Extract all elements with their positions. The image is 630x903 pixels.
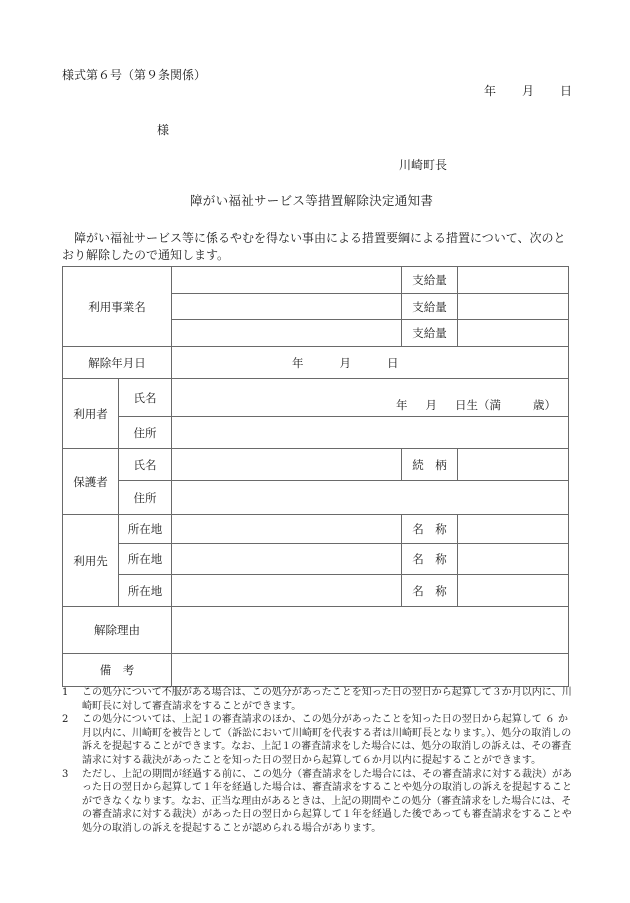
- facility-name-label: 名 称: [402, 515, 458, 544]
- user-name-label: 氏名: [119, 379, 172, 417]
- remarks-field[interactable]: [172, 654, 569, 687]
- location-label: 所在地: [119, 544, 172, 575]
- birth-day-age-open: 日生（満: [455, 398, 501, 412]
- addressee-suffix: 様: [157, 123, 170, 137]
- relation-label: 続 柄: [402, 449, 458, 481]
- release-date-label: 解除年月日: [63, 347, 172, 379]
- location-label: 所在地: [119, 575, 172, 607]
- note-number: 1: [62, 687, 69, 698]
- user-address-field[interactable]: [172, 417, 569, 449]
- remarks-label: 備 考: [63, 654, 172, 687]
- note-number: 2: [62, 714, 69, 726]
- note-item: [62, 686, 574, 713]
- destination-row-2: [63, 544, 569, 575]
- facility-name-field-3[interactable]: [458, 575, 569, 607]
- facility-name-label: 名 称: [402, 544, 458, 575]
- location-label: 所在地: [119, 515, 172, 544]
- notes-section: [62, 686, 574, 836]
- document-title: 障がい福祉サービス等措置解除決定通知書: [190, 193, 434, 208]
- release-day: 日: [387, 355, 399, 370]
- guardian-address-label: 住所: [119, 481, 172, 515]
- guardian-name-field[interactable]: [172, 449, 402, 481]
- user-address-row: [63, 417, 569, 449]
- facility-name-field-2[interactable]: [458, 544, 569, 575]
- date-day: 日: [560, 84, 573, 98]
- issue-date: [484, 82, 572, 99]
- destination-row-3: [63, 575, 569, 607]
- supply-label: 支給量: [402, 267, 458, 294]
- reason-field[interactable]: [172, 607, 569, 654]
- user-label: 利用者: [63, 379, 119, 449]
- supply-field-1[interactable]: [458, 267, 569, 294]
- release-date-field[interactable]: [172, 347, 569, 379]
- release-date-row: [63, 347, 569, 379]
- birth-month: 月: [425, 398, 437, 412]
- guardian-address-row: [63, 481, 569, 515]
- form-number: 様式第６号（第９条関係）: [62, 68, 207, 82]
- guardian-name-label: 氏名: [119, 449, 172, 481]
- service-row-1: [63, 267, 569, 294]
- supply-field-2[interactable]: [458, 294, 569, 320]
- intro-text: 障がい福祉サービス等に係るやむを得ない事由による措置要綱による措置について、次のとおり解除したので通知します。: [62, 231, 566, 262]
- facility-name-field-1[interactable]: [458, 515, 569, 544]
- service-name-field-3[interactable]: [172, 320, 402, 347]
- relation-field[interactable]: [458, 449, 569, 481]
- user-name-field[interactable]: [172, 379, 569, 417]
- release-year: 年: [292, 355, 304, 370]
- note-item: [62, 713, 574, 767]
- date-year: 年: [484, 84, 497, 98]
- issuer-name: 川崎町長: [399, 158, 448, 172]
- facility-name-label: 名 称: [402, 575, 458, 607]
- service-name-field-1[interactable]: [172, 267, 402, 294]
- location-field-2[interactable]: [172, 544, 402, 575]
- date-month: 月: [522, 84, 535, 98]
- supply-label: 支給量: [402, 320, 458, 347]
- guardian-name-row: [63, 449, 569, 481]
- destination-label: 利用先: [63, 515, 119, 607]
- location-field-1[interactable]: [172, 515, 402, 544]
- user-name-row: [63, 379, 569, 417]
- release-month: 月: [339, 355, 351, 370]
- guardian-label: 保護者: [63, 449, 119, 515]
- remarks-row: [63, 654, 569, 687]
- note-text: この処分については、上記１の審査請求のほか、この処分があったことを知った日の翌日から起算して ６ か月以内に、川崎町を被告として（訴訟において川崎町を代表する者は川崎町長となります。）、処分の取消しの訴えを提起することができます。なお、上記１の審査請求をした場合には、処分の取消しの訴えは、その審査請求に対する裁決があったことを知った日の翌日から起算して６か月以内に提起することができます。: [82, 714, 572, 766]
- reason-label: 解除理由: [63, 607, 172, 654]
- service-name-label: 利用事業名: [63, 267, 172, 347]
- guardian-address-field[interactable]: [172, 481, 569, 515]
- service-name-field-2[interactable]: [172, 294, 402, 320]
- birth-year: 年: [396, 398, 408, 412]
- user-address-label: 住所: [119, 417, 172, 449]
- supply-label: 支給量: [402, 294, 458, 320]
- reason-row: [63, 607, 569, 654]
- note-text: ただし、上記の期間が経過する前に、この処分（審査請求をした場合には、その審査請求に対する裁決）があった日の翌日から起算して１年を経過した場合は、審査請求をすることや処分の取消しの訴えを提起することができなくなります。なお、正当な理由があるときは、上記の期間やこの処分（審査請求をした場合には、その審査請求に対する裁決）があった日の翌日から起算して１年を経過した後であっても審査請求をすることや処分の取消しの訴えを提起することが認められる場合があります。: [82, 768, 572, 834]
- note-text: この処分について不服がある場合は、この処分があったことを知った日の翌日から起算して３か月以内に、川崎町長に対して審査請求をすることができます。: [82, 687, 572, 712]
- age-suffix: 歳）: [533, 398, 556, 412]
- note-item: [62, 768, 574, 836]
- destination-row-1: [63, 515, 569, 544]
- supply-field-3[interactable]: [458, 320, 569, 347]
- note-number: 3: [62, 768, 69, 780]
- release-form-table: [62, 266, 569, 687]
- location-field-3[interactable]: [172, 575, 402, 607]
